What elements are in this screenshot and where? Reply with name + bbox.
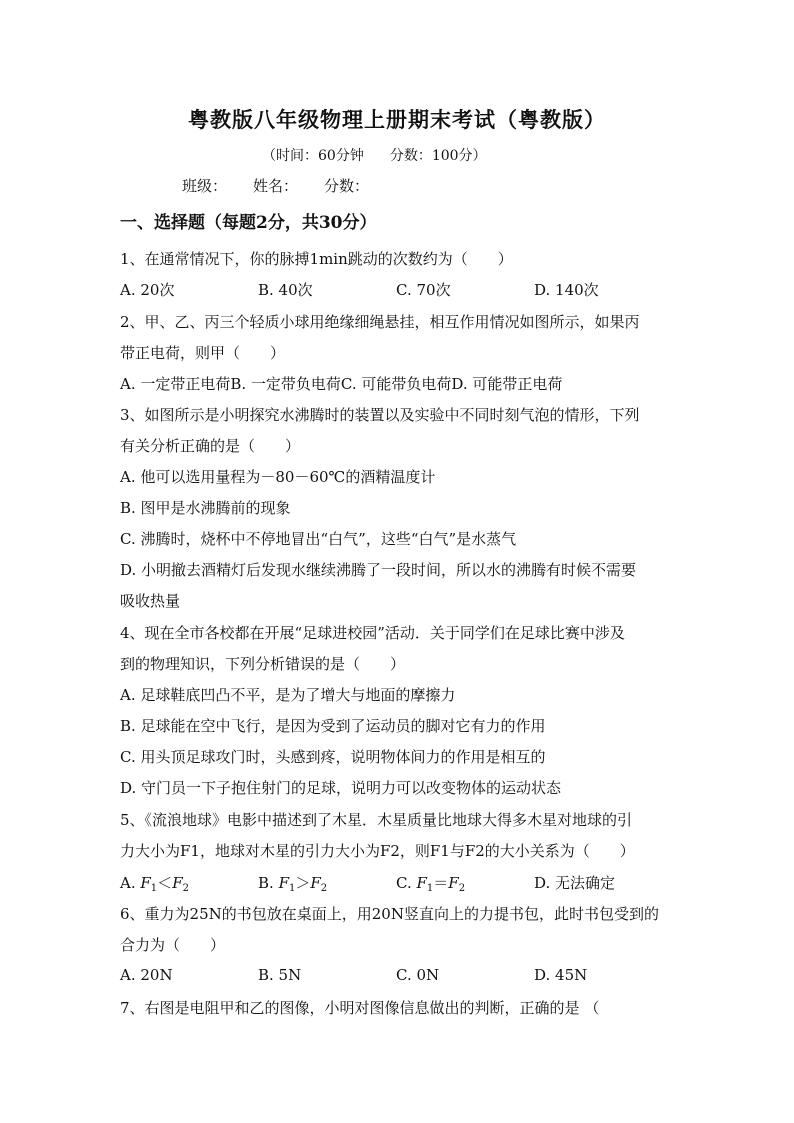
question-3-option-c: C. 沸腾时，烧杯中不停地冒出“白气”，这些“白气”是水蒸气 [120,530,517,548]
question-4-option-d: D. 守门员一下子抱住射门的足球，说明力可以改变物体的运动状态 [120,779,562,797]
question-1-option-a: A. 20次 [120,281,175,299]
question-4-stem-line-2: 到的物理知识，下列分析错误的是（ ） [120,655,406,673]
score-label: 分数： [324,177,370,195]
total-score: 分数：100分） [389,148,487,164]
question-3-option-d-line-2: 吸收热量 [120,592,181,610]
question-5-option-c: C. $F_1=F_2$ [396,874,466,894]
question-5-stem-line-1: 5、《流浪地球》电影中描述到了木星．木星质量比地球大得多木星对地球的引 [120,811,633,829]
time-limit: （时间：60分钟 [262,148,364,164]
question-5-option-b: B. $F_1>F_2$ [258,874,328,894]
question-5-option-a: A. $F_1<F_2$ [120,874,189,894]
question-6-option-c: C. 0N [396,966,440,984]
question-1-stem: 1、在通常情况下，你的脉搏1min跳动的次数约为（ ） [120,250,513,268]
question-4-option-a: A. 足球鞋底凹凸不平，是为了增大与地面的摩擦力 [120,686,456,704]
student-info-line [182,175,395,196]
question-6-option-b: B. 5N [258,966,302,984]
question-2-options: A. 一定带正电荷B. 一定带负电荷C. 可能带负电荷D. 可能带正电荷 [120,375,563,393]
question-6-stem-line-1: 6、重力为25N的书包放在桌面上，用20N竖直向上的力提书包，此时书包受到的 [120,905,659,923]
question-3-option-b: B. 图甲是水沸腾前的现象 [120,499,291,517]
question-2-stem-line-2: 带正电荷，则甲（ ） [120,344,286,362]
question-6-stem-line-2: 合力为（ ） [120,936,226,954]
question-4-option-c: C. 用头顶足球攻门时，头感到疼，说明物体间力的作用是相互的 [120,748,546,766]
class-label: 班级： [182,177,228,195]
question-1-option-d: D. 140次 [534,281,599,299]
question-3-option-d-line-1: D. 小明撤去酒精灯后发现水继续沸腾了一段时间，所以水的沸腾有时候不需要 [120,561,637,579]
question-3-stem-line-2: 有关分析正确的是（ ） [120,437,301,455]
question-6-option-d: D. 45N [534,966,588,984]
question-4-stem-line-1: 4、现在全市各校都在开展“足球进校园”活动．关于同学们在足球比赛中涉及 [120,624,625,642]
exam-title: 粤教版八年级物理上册期末考试（粤教版） [188,107,606,132]
exam-subtitle [262,145,487,165]
name-label: 姓名： [253,177,299,195]
question-3-option-a: A. 他可以选用量程为－80－60℃的酒精温度计 [120,468,436,486]
question-3-stem-line-1: 3、如图所示是小明探究水沸腾时的装置以及实验中不同时刻气泡的情形，下列 [120,406,640,424]
question-5-option-d: D. 无法确定 [534,874,616,892]
question-6-option-a: A. 20N [120,966,173,984]
question-1-option-c: C. 70次 [396,281,451,299]
question-4-option-b: B. 足球能在空中飞行，是因为受到了运动员的脚对它有力的作用 [120,717,546,735]
question-5-stem-line-2: 力大小为F1，地球对木星的引力大小为F2，则F1与F2的大小关系为（ ） [120,842,635,860]
question-2-stem-line-1: 2、甲、乙、丙三个轻质小球用绝缘细绳悬挂，相互作用情况如图所示，如果丙 [120,313,640,331]
question-1-option-b: B. 40次 [258,281,313,299]
section-heading: 一、选择题（每题2分，共30分） [120,213,377,233]
question-7-stem: 7、右图是电阻甲和乙的图像，小明对图像信息做出的判断，正确的是 （ [120,999,600,1017]
